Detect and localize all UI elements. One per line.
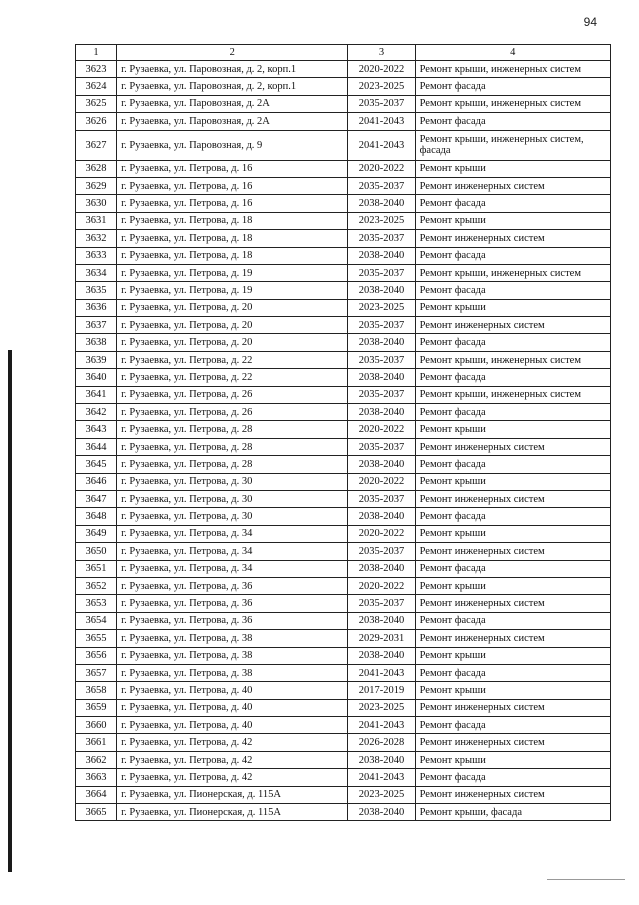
work-type-cell: Ремонт крыши (415, 421, 610, 438)
work-type-cell: Ремонт инженерных систем (415, 699, 610, 716)
table-row (76, 317, 611, 334)
row-number-cell: 3643 (76, 421, 117, 438)
table-row (76, 78, 611, 95)
work-type-cell: Ремонт инженерных систем (415, 595, 610, 612)
table-row (76, 130, 611, 160)
address-cell: г. Рузаевка, ул. Петрова, д. 19 (117, 282, 348, 299)
work-type-cell: Ремонт крыши, инженерных систем (415, 351, 610, 368)
table-row (76, 682, 611, 699)
work-type-cell: Ремонт крыши (415, 212, 610, 229)
row-number-cell: 3625 (76, 95, 117, 112)
work-type-cell: Ремонт инженерных систем (415, 230, 610, 247)
row-number-cell: 3624 (76, 78, 117, 95)
header-cell-2: 2 (117, 45, 348, 61)
period-cell: 2020-2022 (348, 473, 415, 490)
address-cell: г. Рузаевка, ул. Петрова, д. 26 (117, 386, 348, 403)
period-cell: 2041-2043 (348, 113, 415, 130)
address-cell: г. Рузаевка, ул. Петрова, д. 36 (117, 612, 348, 629)
row-number-cell: 3639 (76, 351, 117, 368)
row-number-cell: 3649 (76, 525, 117, 542)
repair-schedule-table (75, 44, 611, 821)
address-cell: г. Рузаевка, ул. Петрова, д. 40 (117, 682, 348, 699)
work-type-cell: Ремонт фасада (415, 456, 610, 473)
table-row (76, 717, 611, 734)
period-cell: 2023-2025 (348, 212, 415, 229)
work-type-cell: Ремонт фасада (415, 195, 610, 212)
period-cell: 2035-2037 (348, 230, 415, 247)
row-number-cell: 3628 (76, 160, 117, 177)
address-cell: г. Рузаевка, ул. Петрова, д. 38 (117, 630, 348, 647)
period-cell: 2038-2040 (348, 751, 415, 768)
period-cell: 2020-2022 (348, 421, 415, 438)
table-row (76, 369, 611, 386)
address-cell: г. Рузаевка, ул. Петрова, д. 26 (117, 404, 348, 421)
address-cell: г. Рузаевка, ул. Петрова, д. 30 (117, 508, 348, 525)
period-cell: 2038-2040 (348, 282, 415, 299)
address-cell: г. Рузаевка, ул. Паровозная, д. 2А (117, 113, 348, 130)
address-cell: г. Рузаевка, ул. Петрова, д. 20 (117, 317, 348, 334)
table-row (76, 699, 611, 716)
work-type-cell: Ремонт крыши, фасада (415, 804, 610, 821)
work-type-cell: Ремонт крыши, инженерных систем (415, 264, 610, 281)
work-type-cell: Ремонт фасада (415, 334, 610, 351)
period-cell: 2035-2037 (348, 177, 415, 194)
table-row (76, 630, 611, 647)
period-cell: 2038-2040 (348, 247, 415, 264)
address-cell: г. Рузаевка, ул. Петрова, д. 34 (117, 543, 348, 560)
period-cell: 2041-2043 (348, 717, 415, 734)
period-cell: 2023-2025 (348, 78, 415, 95)
work-type-cell: Ремонт инженерных систем (415, 177, 610, 194)
period-cell: 2038-2040 (348, 404, 415, 421)
row-number-cell: 3634 (76, 264, 117, 281)
table-row (76, 751, 611, 768)
row-number-cell: 3663 (76, 769, 117, 786)
table-row (76, 95, 611, 112)
table-row (76, 299, 611, 316)
work-type-cell: Ремонт инженерных систем (415, 317, 610, 334)
table-row (76, 525, 611, 542)
address-cell: г. Рузаевка, ул. Пионерская, д. 115А (117, 786, 348, 803)
address-cell: г. Рузаевка, ул. Петрова, д. 28 (117, 421, 348, 438)
table-row (76, 247, 611, 264)
address-cell: г. Рузаевка, ул. Петрова, д. 40 (117, 717, 348, 734)
address-cell: г. Рузаевка, ул. Петрова, д. 18 (117, 212, 348, 229)
work-type-cell: Ремонт крыши (415, 525, 610, 542)
row-number-cell: 3623 (76, 61, 117, 78)
row-number-cell: 3631 (76, 212, 117, 229)
work-type-cell: Ремонт фасада (415, 282, 610, 299)
period-cell: 2020-2022 (348, 61, 415, 78)
row-number-cell: 3653 (76, 595, 117, 612)
work-type-cell: Ремонт крыши, инженерных систем (415, 95, 610, 112)
table-row (76, 647, 611, 664)
address-cell: г. Рузаевка, ул. Петрова, д. 18 (117, 230, 348, 247)
work-type-cell: Ремонт инженерных систем (415, 438, 610, 455)
table-row (76, 456, 611, 473)
row-number-cell: 3651 (76, 560, 117, 577)
work-type-cell: Ремонт крыши (415, 682, 610, 699)
period-cell: 2038-2040 (348, 612, 415, 629)
work-type-cell: Ремонт фасада (415, 560, 610, 577)
period-cell: 2041-2043 (348, 130, 415, 160)
row-number-cell: 3636 (76, 299, 117, 316)
table-row (76, 421, 611, 438)
period-cell: 2023-2025 (348, 699, 415, 716)
table-row (76, 769, 611, 786)
footer-rule (547, 879, 625, 880)
address-cell: г. Рузаевка, ул. Петрова, д. 34 (117, 525, 348, 542)
work-type-cell: Ремонт фасада (415, 769, 610, 786)
table-row (76, 351, 611, 368)
period-cell: 2029-2031 (348, 630, 415, 647)
table-row (76, 595, 611, 612)
table-row (76, 113, 611, 130)
row-number-cell: 3647 (76, 490, 117, 507)
period-cell: 2023-2025 (348, 786, 415, 803)
work-type-cell: Ремонт фасада (415, 78, 610, 95)
table-row (76, 438, 611, 455)
period-cell: 2035-2037 (348, 317, 415, 334)
period-cell: 2020-2022 (348, 577, 415, 594)
row-number-cell: 3652 (76, 577, 117, 594)
period-cell: 2041-2043 (348, 664, 415, 681)
table-body (76, 45, 611, 821)
row-number-cell: 3645 (76, 456, 117, 473)
address-cell: г. Рузаевка, ул. Петрова, д. 38 (117, 647, 348, 664)
address-cell: г. Рузаевка, ул. Паровозная, д. 9 (117, 130, 348, 160)
row-number-cell: 3638 (76, 334, 117, 351)
table-row (76, 195, 611, 212)
work-type-cell: Ремонт фасада (415, 612, 610, 629)
address-cell: г. Рузаевка, ул. Петрова, д. 36 (117, 595, 348, 612)
address-cell: г. Рузаевка, ул. Петрова, д. 30 (117, 490, 348, 507)
work-type-cell: Ремонт инженерных систем (415, 543, 610, 560)
period-cell: 2035-2037 (348, 543, 415, 560)
table-row (76, 577, 611, 594)
row-number-cell: 3650 (76, 543, 117, 560)
work-type-cell: Ремонт крыши (415, 647, 610, 664)
period-cell: 2035-2037 (348, 95, 415, 112)
row-number-cell: 3656 (76, 647, 117, 664)
address-cell: г. Рузаевка, ул. Петрова, д. 19 (117, 264, 348, 281)
page-number: 94 (583, 15, 597, 29)
table-row (76, 282, 611, 299)
period-cell: 2026-2028 (348, 734, 415, 751)
period-cell: 2035-2037 (348, 264, 415, 281)
address-cell: г. Рузаевка, ул. Петрова, д. 22 (117, 351, 348, 368)
period-cell: 2020-2022 (348, 160, 415, 177)
work-type-cell: Ремонт крыши, инженерных систем (415, 61, 610, 78)
row-number-cell: 3629 (76, 177, 117, 194)
row-number-cell: 3654 (76, 612, 117, 629)
address-cell: г. Рузаевка, ул. Петрова, д. 20 (117, 299, 348, 316)
table-row (76, 508, 611, 525)
address-cell: г. Рузаевка, ул. Петрова, д. 34 (117, 560, 348, 577)
address-cell: г. Рузаевка, ул. Петрова, д. 28 (117, 438, 348, 455)
address-cell: г. Рузаевка, ул. Петрова, д. 18 (117, 247, 348, 264)
address-cell: г. Рузаевка, ул. Петрова, д. 40 (117, 699, 348, 716)
period-cell: 2035-2037 (348, 386, 415, 403)
row-number-cell: 3633 (76, 247, 117, 264)
address-cell: г. Рузаевка, ул. Паровозная, д. 2А (117, 95, 348, 112)
work-type-cell: Ремонт фасада (415, 508, 610, 525)
work-type-cell: Ремонт инженерных систем (415, 630, 610, 647)
table-row (76, 177, 611, 194)
table-row (76, 560, 611, 577)
address-cell: г. Рузаевка, ул. Паровозная, д. 2, корп.1 (117, 61, 348, 78)
table-row (76, 786, 611, 803)
address-cell: г. Рузаевка, ул. Петрова, д. 16 (117, 177, 348, 194)
row-number-cell: 3626 (76, 113, 117, 130)
address-cell: г. Рузаевка, ул. Петрова, д. 20 (117, 334, 348, 351)
row-number-cell: 3658 (76, 682, 117, 699)
row-number-cell: 3632 (76, 230, 117, 247)
row-number-cell: 3662 (76, 751, 117, 768)
row-number-cell: 3664 (76, 786, 117, 803)
address-cell: г. Рузаевка, ул. Петрова, д. 16 (117, 195, 348, 212)
address-cell: г. Рузаевка, ул. Петрова, д. 42 (117, 751, 348, 768)
row-number-cell: 3640 (76, 369, 117, 386)
row-number-cell: 3646 (76, 473, 117, 490)
address-cell: г. Рузаевка, ул. Петрова, д. 38 (117, 664, 348, 681)
period-cell: 2038-2040 (348, 560, 415, 577)
address-cell: г. Рузаевка, ул. Петрова, д. 42 (117, 734, 348, 751)
period-cell: 2038-2040 (348, 804, 415, 821)
row-number-cell: 3630 (76, 195, 117, 212)
period-cell: 2038-2040 (348, 195, 415, 212)
table-row (76, 664, 611, 681)
table-row (76, 264, 611, 281)
work-type-cell: Ремонт инженерных систем (415, 734, 610, 751)
table-row (76, 804, 611, 821)
scan-edge-bar (8, 350, 12, 872)
work-type-cell: Ремонт фасада (415, 369, 610, 386)
header-cell-1: 1 (76, 45, 117, 61)
work-type-cell: Ремонт фасада (415, 717, 610, 734)
table-row (76, 212, 611, 229)
period-cell: 2038-2040 (348, 334, 415, 351)
header-row (76, 45, 611, 61)
period-cell: 2020-2022 (348, 525, 415, 542)
header-cell-4: 4 (415, 45, 610, 61)
table-row (76, 490, 611, 507)
work-type-cell: Ремонт крыши (415, 751, 610, 768)
period-cell: 2038-2040 (348, 456, 415, 473)
table-row (76, 543, 611, 560)
period-cell: 2038-2040 (348, 508, 415, 525)
address-cell: г. Рузаевка, ул. Петрова, д. 16 (117, 160, 348, 177)
period-cell: 2023-2025 (348, 299, 415, 316)
table-row (76, 230, 611, 247)
row-number-cell: 3655 (76, 630, 117, 647)
period-cell: 2038-2040 (348, 369, 415, 386)
row-number-cell: 3659 (76, 699, 117, 716)
work-type-cell: Ремонт крыши (415, 577, 610, 594)
period-cell: 2041-2043 (348, 769, 415, 786)
row-number-cell: 3637 (76, 317, 117, 334)
row-number-cell: 3641 (76, 386, 117, 403)
work-type-cell: Ремонт фасада (415, 664, 610, 681)
table-row (76, 160, 611, 177)
table-row (76, 734, 611, 751)
work-type-cell: Ремонт инженерных систем (415, 490, 610, 507)
table-row (76, 473, 611, 490)
work-type-cell: Ремонт крыши, инженерных систем (415, 386, 610, 403)
period-cell: 2035-2037 (348, 438, 415, 455)
period-cell: 2035-2037 (348, 351, 415, 368)
address-cell: г. Рузаевка, ул. Петрова, д. 28 (117, 456, 348, 473)
table-row (76, 334, 611, 351)
address-cell: г. Рузаевка, ул. Пионерская, д. 115А (117, 804, 348, 821)
address-cell: г. Рузаевка, ул. Петрова, д. 42 (117, 769, 348, 786)
address-cell: г. Рузаевка, ул. Петрова, д. 30 (117, 473, 348, 490)
work-type-cell: Ремонт фасада (415, 404, 610, 421)
period-cell: 2017-2019 (348, 682, 415, 699)
row-number-cell: 3644 (76, 438, 117, 455)
work-type-cell: Ремонт крыши (415, 299, 610, 316)
table-row (76, 386, 611, 403)
work-type-cell: Ремонт крыши, инженерных систем, фасада (415, 130, 610, 160)
address-cell: г. Рузаевка, ул. Петрова, д. 22 (117, 369, 348, 386)
work-type-cell: Ремонт фасада (415, 247, 610, 264)
row-number-cell: 3660 (76, 717, 117, 734)
row-number-cell: 3642 (76, 404, 117, 421)
work-type-cell: Ремонт крыши (415, 473, 610, 490)
address-cell: г. Рузаевка, ул. Петрова, д. 36 (117, 577, 348, 594)
header-cell-3: 3 (348, 45, 415, 61)
table-row (76, 61, 611, 78)
row-number-cell: 3665 (76, 804, 117, 821)
row-number-cell: 3627 (76, 130, 117, 160)
work-type-cell: Ремонт фасада (415, 113, 610, 130)
row-number-cell: 3657 (76, 664, 117, 681)
row-number-cell: 3635 (76, 282, 117, 299)
work-type-cell: Ремонт инженерных систем (415, 786, 610, 803)
address-cell: г. Рузаевка, ул. Паровозная, д. 2, корп.1 (117, 78, 348, 95)
row-number-cell: 3648 (76, 508, 117, 525)
period-cell: 2035-2037 (348, 490, 415, 507)
table-row (76, 612, 611, 629)
period-cell: 2038-2040 (348, 647, 415, 664)
period-cell: 2035-2037 (348, 595, 415, 612)
table-row (76, 404, 611, 421)
work-type-cell: Ремонт крыши (415, 160, 610, 177)
row-number-cell: 3661 (76, 734, 117, 751)
